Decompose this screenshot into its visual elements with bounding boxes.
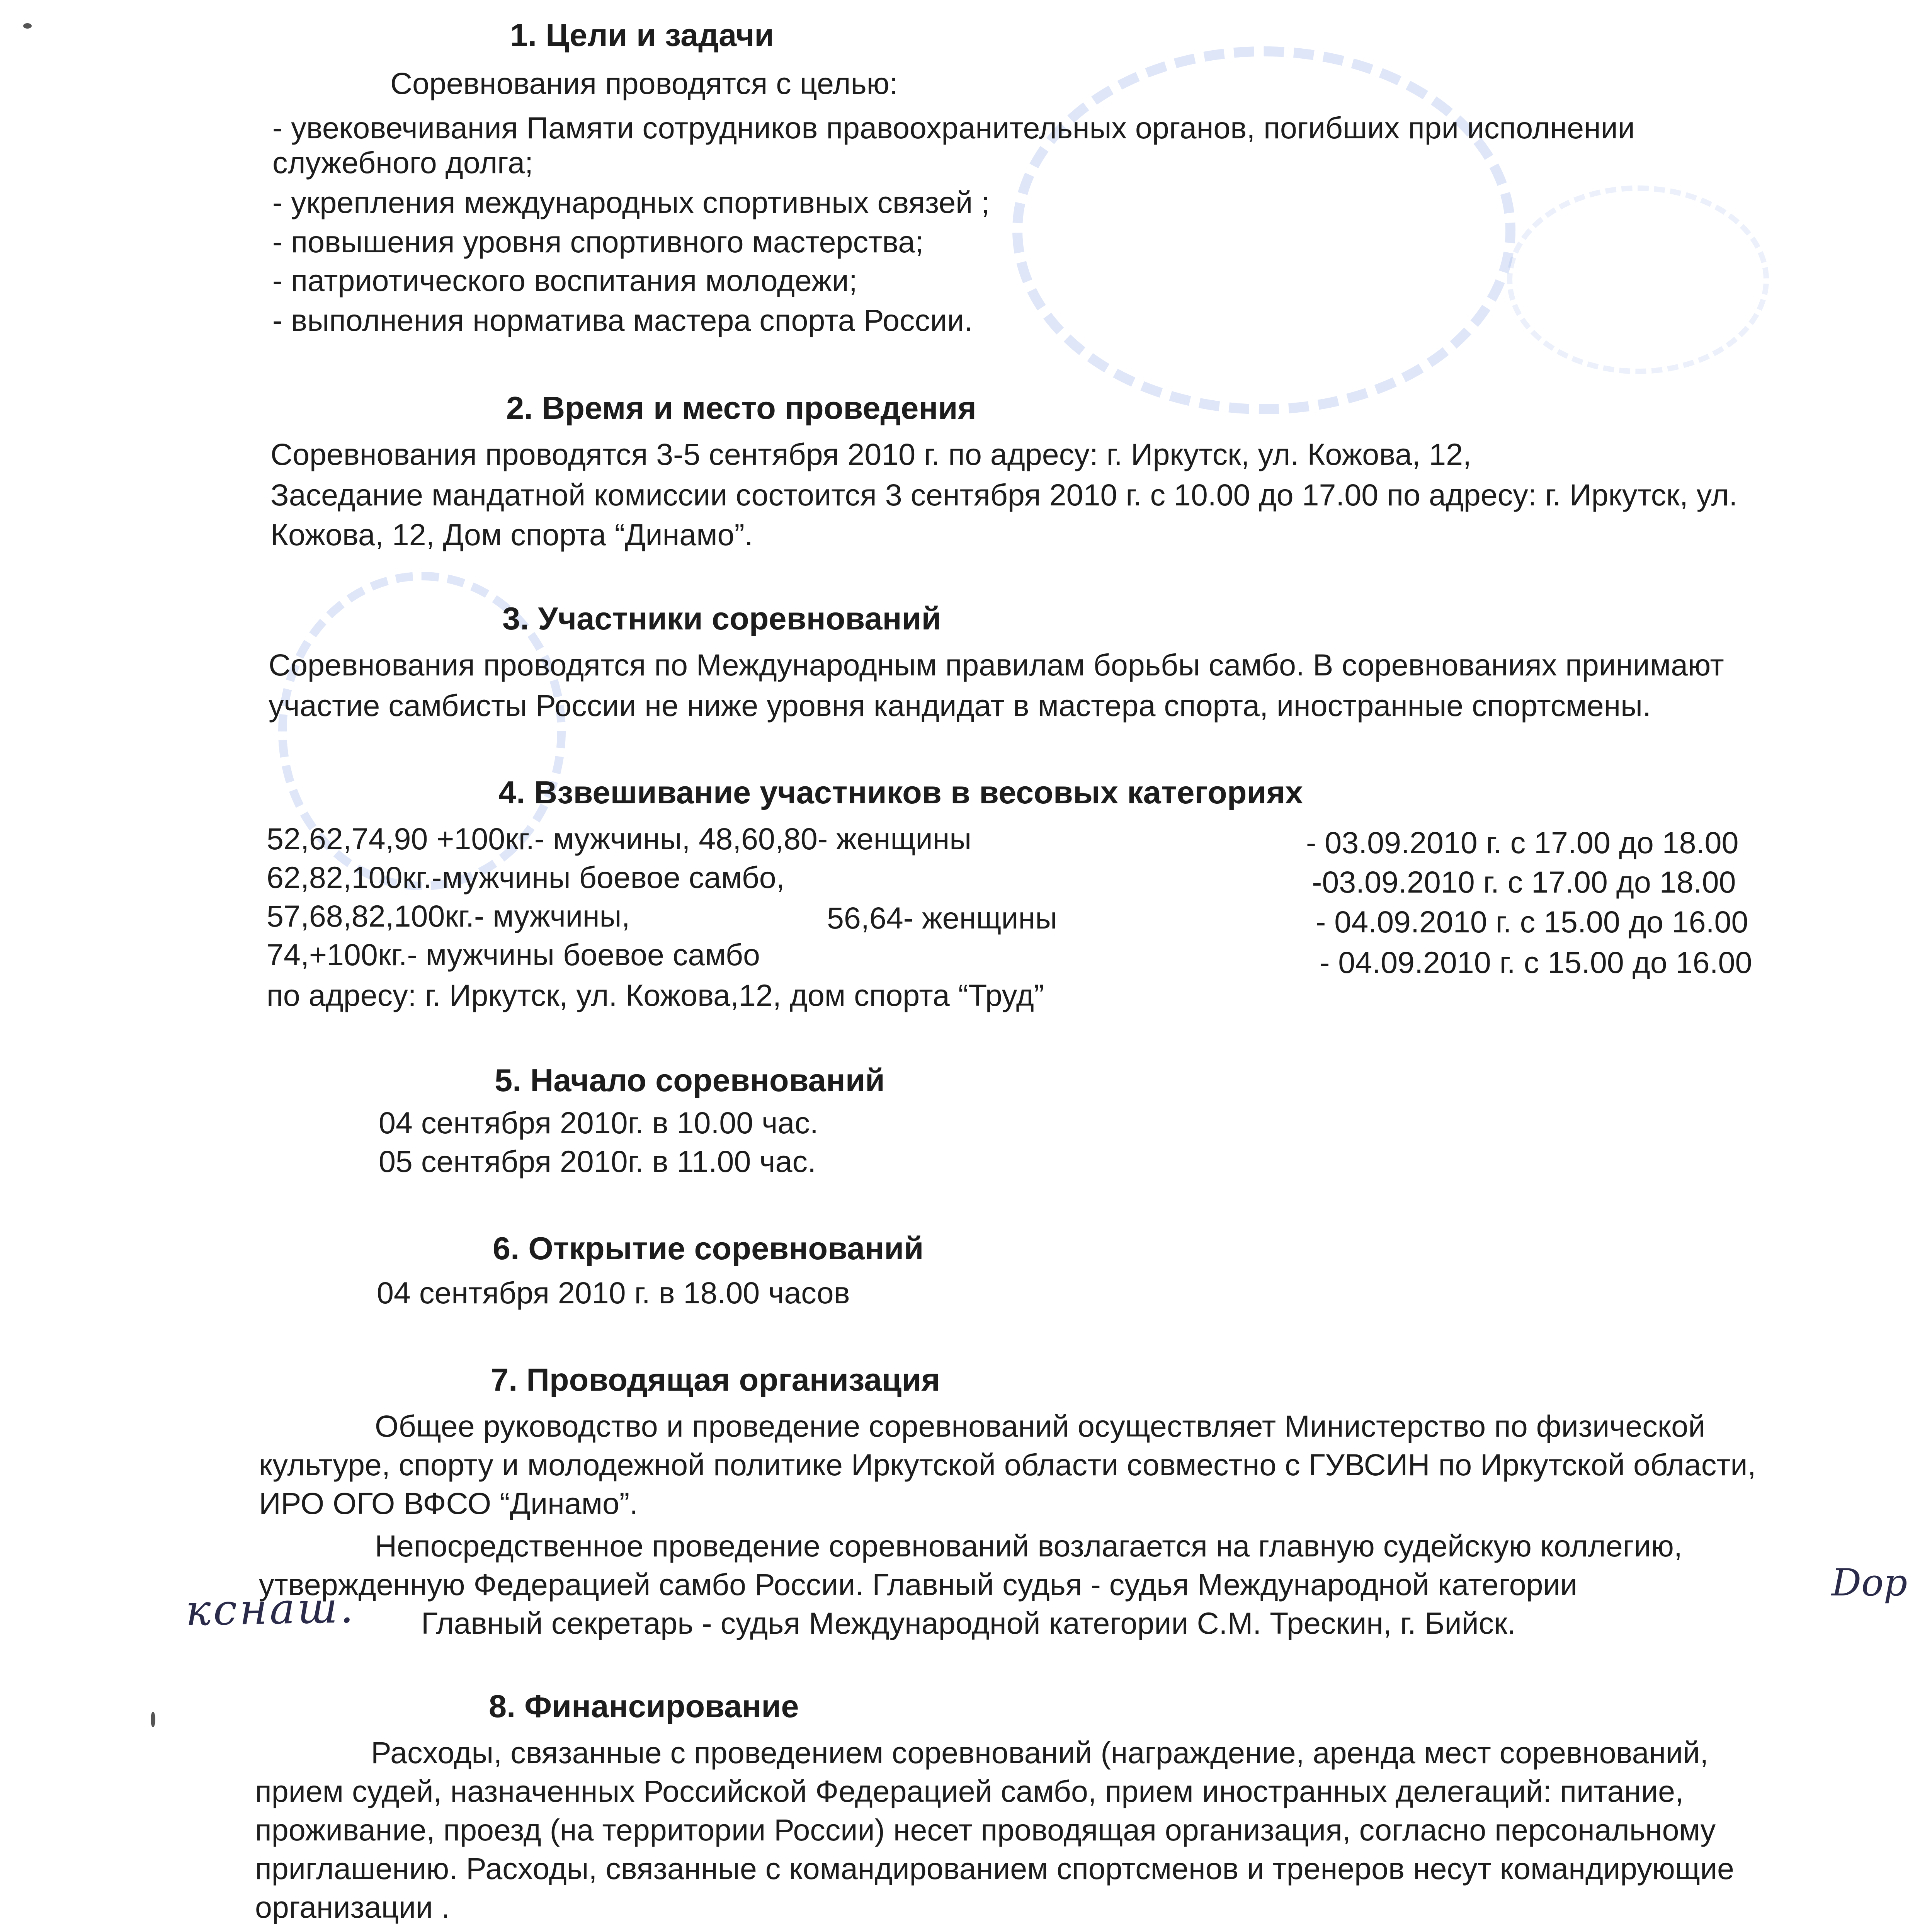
ink-stamp xyxy=(1507,185,1769,374)
body-line: 04 сентября 2010г. в 10.00 час. xyxy=(379,1105,818,1140)
body-line: Заседание мандатной комиссии состоится 3 сентября 2010 г. с 10.00 до 17.00 по адресу: г. Иркутск, ул. xyxy=(270,478,1738,512)
body-line: утвержденную Федерацией самбо России. Главный судья - судья Международной категории xyxy=(259,1567,1577,1602)
body-line: Непосредственное проведение соревнований возлагается на главную судейскую коллегию, xyxy=(375,1529,1682,1563)
weigh-in-time: -03.09.2010 г. с 17.00 до 18.00 xyxy=(1312,865,1736,899)
scan-speck xyxy=(151,1712,155,1727)
ink-stamp xyxy=(1012,46,1515,414)
body-line: - повышения уровня спортивного мастерства; xyxy=(272,224,924,259)
body-line: Главный секретарь - судья Международной категории С.М. Трескин, г. Бийск. xyxy=(421,1606,1516,1640)
weigh-in-time: - 03.09.2010 г. с 17.00 до 18.00 xyxy=(1306,825,1739,860)
section-heading-goals: 1. Цели и задачи xyxy=(510,17,774,53)
body-line: ИРО ОГО ВФСО “Динамо”. xyxy=(259,1486,638,1520)
weigh-in-extra: 56,64- женщины xyxy=(827,901,1057,935)
section-heading-organizer: 7. Проводящая организация xyxy=(491,1362,940,1398)
body-line: - патриотического воспитания молодежи; xyxy=(272,263,857,298)
weigh-in-time: - 04.09.2010 г. с 15.00 до 16.00 xyxy=(1320,945,1752,980)
body-line: Соревнования проводятся 3-5 сентября 2010 г. по адресу: г. Иркутск, ул. Кожова, 12, xyxy=(270,437,1471,471)
scan-speck xyxy=(23,23,32,29)
body-line: Соревнования проводятся по Международным правилам борьбы самбо. В соревнованиях принимают xyxy=(269,648,1724,682)
body-line: - увековечивания Памяти сотрудников правоохранительных органов, погибших при исполнении xyxy=(272,111,1635,145)
body-line: проживание, проезд (на территории России) несет проводящая организация, согласно персональному xyxy=(255,1813,1716,1847)
body-line: организации . xyxy=(255,1890,450,1924)
weigh-in-category: 52,62,74,90 +100кг.- мужчины, 48,60,80- женщины xyxy=(267,821,972,856)
weigh-in-category: 57,68,82,100кг.- мужчины, xyxy=(267,899,630,933)
section-heading-financing: 8. Финансирование xyxy=(489,1688,799,1724)
handwritten-note: кснаш. xyxy=(185,1583,356,1635)
body-line: культуре, спорту и молодежной политике Иркутской области совместно с ГУВСИН по Иркутской области, xyxy=(259,1447,1756,1482)
body-line: Расходы, связанные с проведением соревнований (награждение, аренда мест соревнований, xyxy=(371,1735,1709,1770)
body-line: служебного долга; xyxy=(272,145,534,180)
body-line: - выполнения норматива мастера спорта России. xyxy=(272,303,973,337)
body-line: Общее руководство и проведение соревнований осуществляет Министерство по физической xyxy=(375,1409,1706,1443)
handwritten-note: Dop xyxy=(1832,1561,1908,1604)
weigh-in-category: 62,82,100кг.-мужчины боевое самбо, xyxy=(267,860,785,895)
body-line: Кожова, 12, Дом спорта “Динамо”. xyxy=(270,517,753,552)
body-line: 05 сентября 2010г. в 11.00 час. xyxy=(379,1144,816,1179)
section-heading-weigh-in: 4. Взвешивание участников в весовых категориях xyxy=(498,774,1303,810)
body-line: прием судей, назначенных Российской Федерацией самбо, прием иностранных делегаций: питание, xyxy=(255,1774,1684,1808)
section-heading-time-place: 2. Время и место проведения xyxy=(506,390,976,426)
body-line: участие самбисты России не ниже уровня кандидат в мастера спорта, иностранные спортсмены. xyxy=(269,688,1651,723)
weigh-in-time: - 04.09.2010 г. с 15.00 до 16.00 xyxy=(1316,905,1748,939)
body-line: 04 сентября 2010 г. в 18.00 часов xyxy=(377,1276,850,1310)
body-line: - укрепления международных спортивных связей ; xyxy=(272,185,990,219)
body-line: приглашению. Расходы, связанные с командированием спортсменов и тренеров несут командирующие xyxy=(255,1851,1734,1886)
section-heading-opening: 6. Открытие соревнований xyxy=(493,1230,924,1266)
section-heading-participants: 3. Участники соревнований xyxy=(502,600,941,636)
weigh-in-category: 74,+100кг.- мужчины боевое самбо xyxy=(267,937,760,972)
weigh-in-address: по адресу: г. Иркутск, ул. Кожова,12, дом спорта “Труд” xyxy=(267,978,1044,1012)
body-line: Соревнования проводятся с целью: xyxy=(390,66,898,100)
section-heading-start: 5. Начало соревнований xyxy=(495,1062,885,1098)
